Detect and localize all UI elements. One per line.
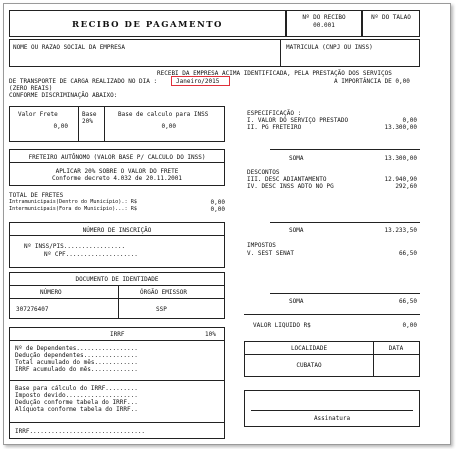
registration-number-title: NÚMERO DE INSCRIÇÃO [82,227,152,234]
spec-item-1-value: 0,00 [402,117,417,124]
signature-label: Assinatura [313,415,351,422]
intramunicipal-value: 0,00 [210,199,225,206]
base-header: Base [82,111,97,118]
net-value-label: VALOR LIQUIDO R$ [253,322,311,329]
discount-item-1-value: 12.940,90 [384,176,417,183]
tax-item-1-value: 66,50 [398,250,417,257]
service-date: Janeiro/2015 [176,78,220,85]
irrf-rate: 10% [205,331,216,338]
intro-line-4: CONFORME DISCRIMINAÇÃO ABAIXO: [9,92,118,99]
registration-label: MATRICULA (CNPJ OU INSS) [286,44,373,51]
irrf-month-accumulated: IRRF acumulado do mês............. [15,366,138,373]
receipt-number-label: Nº DO RECIBO [302,14,346,21]
inss-pis-field: Nº INSS/PIS................. [24,243,126,250]
irrf-calc-base: Base para cálculo do IRRF......... [15,385,138,392]
tax-item-1: V. SEST SENAT [247,250,294,257]
irrf-value: IRRF................................ [15,428,146,435]
freight-table [9,106,225,142]
signature-box [244,390,420,427]
receipt-number-value: 00.001 [313,22,335,29]
freelance-carrier-title: FRETEIRO AUTÔNOMO (VALOR BASE P/ CALCULO DO INSS) [28,154,206,161]
freelance-carrier-box [9,149,225,186]
identity-document-box [9,272,225,319]
taxes-label: IMPOSTOS [247,242,276,249]
intro-line-1: RECEBI DA EMPRESA ACIMA IDENTIFICADA, PELA PRESTAÇÃO DOS SERVIÇOS [157,70,392,77]
freight-value: 0,00 [53,123,68,130]
irrf-title: IRRF [110,331,125,338]
specification-label: ESPECIFICAÇÃO : [247,110,302,117]
issuer-value: SSP [156,306,167,313]
irrf-table-rate: Alíquota conforme tabela do IRRF.. [15,406,138,413]
receipt-frame [3,3,451,445]
discount-item-2-value: 292,60 [395,183,417,190]
page-title: RECIBO DE PAGAMENTO [72,20,223,30]
company-name-label: NOME OU RAZAO SOCIAL DA EMPRESA [13,44,125,51]
issuer-header: ÓRGÃO EMISSOR [140,289,187,296]
irrf-dependents: Nº de Dependentes................. [15,345,138,352]
irrf-month-total: Total acumulado do mês............ [15,359,138,366]
talao-number-box [362,10,420,37]
intermunicipal-value: 0,00 [210,206,225,213]
discount-item-2: IV. DESC INSS ADTO NO PG [247,183,334,190]
irrf-table-deduction: Dedução conforme tabela do IRRF... [15,399,138,406]
tax-sum-label: SOMA [289,298,304,305]
inss-base-value: 0,00 [161,123,176,130]
spec-sum-label: SOMA [289,155,304,162]
date-header: DATA [388,345,404,352]
location-header: LOCALIDADE [290,345,328,352]
identity-document-title: DOCUMENTO DE IDENTIDADE [75,276,159,283]
inss-base-header: Base de calculo para INSS [118,111,209,118]
discount-item-1: III. DESC ADIANTAMENTO [247,176,327,183]
company-box [9,39,420,67]
freight-value-header: Valor Frete [18,111,58,118]
spec-item-2: II. PG FRETEIRO [247,124,302,131]
spec-sum-value: 13.300,00 [384,155,417,162]
irrf-tax-due: Imposto devido.................... [15,392,138,399]
registration-number-box [9,222,225,268]
intermunicipal-line: Intermunicipais(Fora do Município)...: R$ [9,206,138,212]
freelance-carrier-line-2: Conforme decreto 4.032 de 20.11.2001 [51,175,183,182]
id-number-value: 307276407 [16,306,49,313]
cpf-field: Nº CPF.................... [44,251,138,258]
net-value: 0,00 [402,322,417,329]
intro-line-2b: A IMPORTÂNCIA DE 0,00 [334,78,410,85]
spec-item-1: I. VALOR DO SERVIÇO PRESTADO [247,117,349,124]
discount-sum-value: 13.233,50 [384,227,417,234]
irrf-box [9,327,225,439]
discounts-label: DESCONTOS [247,169,280,176]
freelance-carrier-line-1: APLICAR 20% SOBRE O VALOR DO FRETE [55,168,179,175]
intro-line-2a: DE TRANSPORTE DE CARGA REALIZADO NO DIA : [9,78,158,85]
header-title-box [9,10,286,37]
base-pct-header: 20% [82,118,93,125]
intramunicipal-line: Intramunicipais(Dentro do Município).: R$ [9,199,138,205]
tax-sum-value: 66,50 [398,298,417,305]
spec-item-2-value: 13.300,00 [384,124,417,131]
id-number-header: NÚMERO [40,289,62,296]
discount-sum-label: SOMA [289,227,304,234]
location-value: CUBATAO [296,362,322,369]
irrf-dependents-deduction: Dedução dependentes............... [15,352,138,359]
amount-in-words: (ZERO REAIS) [9,85,53,92]
talao-number-label: Nº DO TALAO [371,14,411,21]
freight-total-label: TOTAL DE FRETES [9,192,64,199]
location-date-box [244,341,420,377]
receipt-number-box [286,10,362,37]
